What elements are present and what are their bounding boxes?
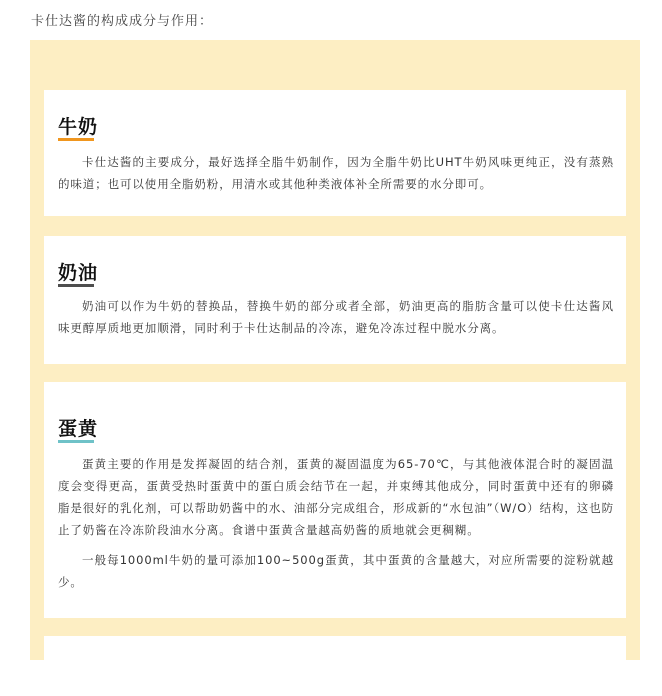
title-underline bbox=[58, 440, 94, 443]
section-card-milk bbox=[44, 90, 626, 216]
section-title-egg-yolk: 蛋黄 bbox=[58, 418, 99, 440]
section-title-milk: 牛奶 bbox=[58, 116, 99, 138]
section-title-cream: 奶油 bbox=[58, 262, 99, 284]
intro-text: 卡仕达酱的构成成分与作用： bbox=[31, 14, 214, 29]
section-card-egg-yolk bbox=[44, 382, 626, 618]
title-underline bbox=[58, 284, 94, 287]
section-paragraph: 一般每1000ml牛奶的量可添加100~500g蛋黄，其中蛋黄的含量越大，对应所需要的淀粉就越少。 bbox=[58, 553, 614, 589]
section-card-next bbox=[44, 636, 626, 696]
title-underline bbox=[58, 138, 94, 141]
section-paragraph: 蛋黄主要的作用是发挥凝固的结合剂，蛋黄的凝固温度为65-70℃，与其他液体混合时的凝固温度会变得更高，蛋黄受热时蛋黄中的蛋白质会结节在一起，并束缚其他成分，同时蛋黄中还有的卵磷脂是很好的乳化剂，可以帮助奶酱中的水、油部分完成组合，形成新的“水包油”（W/O）结构，这也防止了奶酱在冷冻阶段油水分离。食谱中蛋黄含量越高奶酱的质地就会更稠糊。 bbox=[58, 457, 614, 537]
section-paragraph: 奶油可以作为牛奶的替换品，替换牛奶的部分或者全部，奶油更高的脂肪含量可以使卡仕达酱风味更醇厚质地更加顺滑，同时利于卡仕达制品的冷冻，避免冷冻过程中脱水分离。 bbox=[58, 299, 614, 335]
section-paragraph: 卡仕达酱的主要成分，最好选择全脂牛奶制作，因为全脂牛奶比UHT牛奶风味更纯正，没有蒸熟的味道；也可以使用全脂奶粉，用清水或其他种类液体补全所需要的水分即可。 bbox=[58, 155, 614, 191]
content-panel bbox=[30, 40, 640, 660]
section-card-cream bbox=[44, 236, 626, 364]
